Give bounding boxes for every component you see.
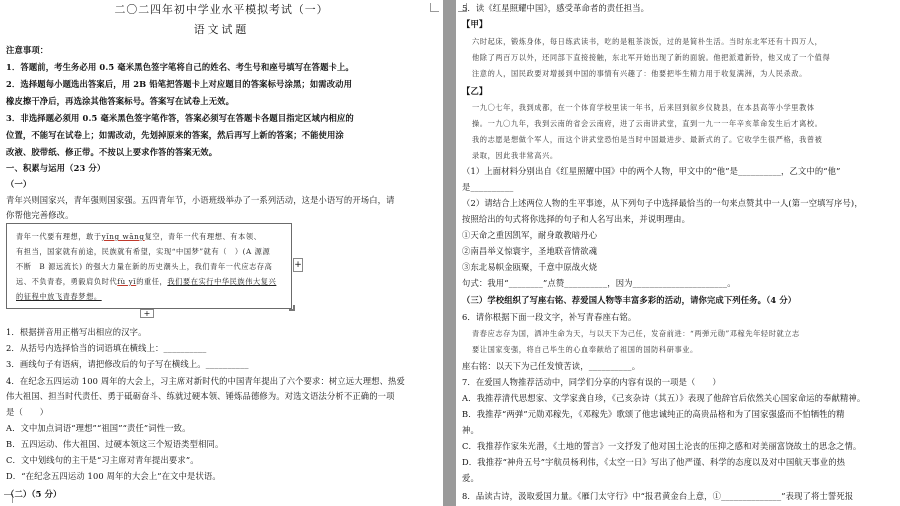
- section-heading: （三）学校组织了写座右铭、荐爱国人物等丰富多彩的活动，请你完成下列任务。（4 分）: [462, 295, 797, 305]
- exam-page-right: [456, 0, 900, 506]
- option-line: ②南昌举义惊寰宇，圣地联音情欲魂: [462, 246, 598, 256]
- pinyin-blank: yǐng wāng: [101, 232, 145, 241]
- answer-pattern: 句式：我用“________”点赞__________，因为______________________。: [462, 278, 736, 288]
- question-line: 8．品读古诗，汲取爱国力量。《雁门太守行》中“报君黄金台上意，①______________”表现了将士誓死报: [462, 491, 854, 501]
- pinyin-blank: fù yǐ: [117, 277, 137, 286]
- option-line: C．我推荐作家朱光潜，《土地的誓言》一文抒发了他对国土沦丧的压抑之感和对美丽富饶故土的思念之情。: [462, 441, 862, 451]
- excerpt-line: 六时起床，锻炼身体，每日练武读书，吃的是粗茶淡饭，过的是简朴生活。当时东北军还有十四万人，: [472, 37, 823, 46]
- option-line: 爱。: [462, 473, 479, 483]
- notice-heading: 注意事项：: [6, 45, 49, 55]
- option-line: B．五四运动、伟大祖国、过硬本领这三个短语类型相同。: [6, 439, 224, 449]
- excerpt-line: 操。一九〇九年，我到云南的省会云南府，进了云南讲武堂，直到一九一一年辛亥革命发生后才离校。: [472, 119, 823, 128]
- option-line: 神。: [462, 425, 479, 435]
- notice-line: 3．非选择题必须用 0.5 毫米黑色签字笔作答，答案必须写在答题卡各题目指定区域内相应的: [6, 113, 354, 123]
- textbox-add-handle[interactable]: +: [294, 260, 302, 270]
- exam-page-left: [0, 0, 443, 506]
- notice-line: 橡皮擦干净后，再选涂其他答案标号。答案写在试卷上无效。: [6, 96, 235, 106]
- exam-subtitle: 语文试题: [193, 23, 250, 36]
- question-line: 是__________: [462, 182, 514, 192]
- excerpt-line: 注意的人，国民政要对增援到中国的事情有兴趣了：他要把毕生精力用于收复满洲，为人民杀敌。: [472, 69, 807, 78]
- excerpt-line: 我的志愿是想做个军人，而这个讲武堂恐怕是当时中国最进步、最新式的了。它收学生很严格，我曾被: [472, 135, 823, 144]
- textbox-add-handle[interactable]: +: [140, 309, 154, 318]
- page-gap: [443, 0, 456, 506]
- passage-line: 有担当，国家就有前途，民族就有希望，实现“中国梦”就有（ ）(A 源源: [16, 247, 271, 256]
- question-line: 按照给出的句式将你选择的句子和人名写出来，并说明理由。: [462, 214, 691, 224]
- part-heading: （一）: [6, 179, 32, 189]
- part-heading: （二）（5 分）: [6, 489, 62, 499]
- question-line: 伟大祖国、担当时代责任、勇于砥砺奋斗、练就过硬本领、锤炼品德修为。对选文语法分析不正确的一项: [6, 391, 395, 401]
- section-heading: 一、积累与运用（23 分）: [6, 163, 106, 173]
- underlined-sentence: 我们要在实行中华民族伟大复兴: [167, 277, 277, 286]
- question-line: （1）上面材料分别出自《红星照耀中国》中的两个人物，甲文中的“他”是__________，乙文中的“他”: [462, 166, 841, 176]
- option-line: D．“在纪念五四运动 100 周年的大会上”在文中是状语。: [6, 471, 221, 481]
- option-line: D．我推荐“神舟五号”宇航员杨利伟，《太空一日》写出了他严谨、科学的态度以及对中国航天事业的热: [462, 457, 846, 467]
- excerpt-line: 他除了两百万以外，还同部下直接接触，东北军开始出现了新的面貌。他把派遣新铃，他又成了一个值得: [472, 53, 831, 62]
- option-line: A．我推荐清代思想家、文学家龚自珍，《己亥杂诗（其五）》表现了他辞官后依然关心国家命运的奉献精神。: [462, 393, 866, 403]
- notice-line: 改液、胶带纸、修正带。不按以上要求作答的答案无效。: [6, 147, 218, 157]
- intro-line: 你帮他完善修改。: [6, 210, 74, 220]
- passage-line: 不断 B 源远流长) 的强大力量在新的历史潮头上，我们青年一代应志存高: [16, 262, 273, 271]
- excerpt-label: 【甲】: [462, 19, 488, 29]
- textbox-resize-handle[interactable]: [289, 305, 295, 311]
- question-line: 是（ ）: [6, 407, 49, 417]
- question-line: 7．在爱国人物推荐活动中，同学们分享的内容有误的一项是（ ）: [462, 377, 721, 387]
- excerpt-line: 青春应志存为国，洒冲生命为天，与以天下为己任，发奋前进：“两弹元勋”邓稼先年轻时就立志: [472, 329, 800, 338]
- underlined-sentence: 的征程中放飞青春梦想。: [16, 292, 102, 301]
- option-line: ③东北易帜金瓯聚，千意中原战火烧: [462, 262, 598, 272]
- passage-line: 青年一代要有理想，敢于yǐng wāng复空，青年一代有理想、有本领、: [16, 232, 262, 241]
- option-line: A．文中加点词语“理想”“祖国”“责任”词性一致。: [6, 423, 191, 433]
- question-line: 3．画线句子有语病，请把修改后的句子写在横线上。__________: [6, 359, 249, 369]
- excerpt-line: 一九〇七年，我到成都，在一个体育学校里读一年书，后来回到叙乡仪陇县，在本县高等小学里教体: [472, 103, 815, 112]
- excerpt-label: 【乙】: [462, 86, 488, 96]
- intro-line: 青年兴则国家兴，青年强则国家强。五四青年节，小语班级举办了一系列活动，这是小语写的开场白，请: [6, 195, 395, 205]
- notice-line: 位置，不能写在试卷上；如需改动，先划掉原来的答案，然后再写上新的答案；不能使用涂: [6, 130, 344, 140]
- excerpt-line: 录取，因此我非常高兴。: [472, 151, 558, 160]
- notice-line: 1．答题前，考生务必用 0.5 毫米黑色签字笔将自己的姓名、考生号和座号填写在答题卡上。: [6, 62, 354, 72]
- option-line: B．我推荐“两弹”元勋邓稼先，《邓稼先》歌颂了他忠诚纯正的高贵品格和为了国家强盛而不怕牺牲的精: [462, 409, 845, 419]
- question-line: 1．根据拼音用正楷写出相应的汉字。: [6, 327, 147, 337]
- question-line: （2）请结合上述两位人物的生平事迹，从下列句子中选择最恰当的一句来点赞其中一人(第一空填写序号)，: [462, 198, 863, 208]
- exam-title: 二〇二四年初中学业水平模拟考试（一）: [114, 3, 329, 16]
- notice-line: 2．选择题每小题选出答案后，用 2B 铅笔把答题卡上对应题目的答案标号涂黑；如需改动用: [6, 79, 353, 89]
- passage-line: [16, 291, 102, 302]
- question-line: 座右铭：以天下为己任发愤苦读，__________。: [462, 361, 641, 371]
- passage-line: 远、不负青春，勇毅肩负时代fù yǐ的重任，我们要在实行中华民族伟大复兴: [16, 277, 277, 286]
- question-line: 4．在纪念五四运动 100 周年的大会上，习主席对新时代的中国青年提出了六个要求：树立远大理想、热爱: [6, 376, 405, 386]
- question-line: 6．请你根据下面一段文字，补写青春座右铭。: [462, 312, 637, 322]
- question-line: 2．从括号内选择恰当的词语填在横线上：__________: [6, 343, 207, 353]
- option-line: C．文中划线句的主干是“习主席对青年提出要求”。: [6, 455, 199, 465]
- option-line: ①天命之重因凯军，耐身敢教暗丹心: [462, 230, 598, 240]
- excerpt-line: 要让国家变强，将自己毕生的心血奉献给了祖国的国防科研事业。: [472, 345, 698, 354]
- question-line: 5．读《红星照耀中国》，感受革命者的责任担当。: [462, 3, 650, 13]
